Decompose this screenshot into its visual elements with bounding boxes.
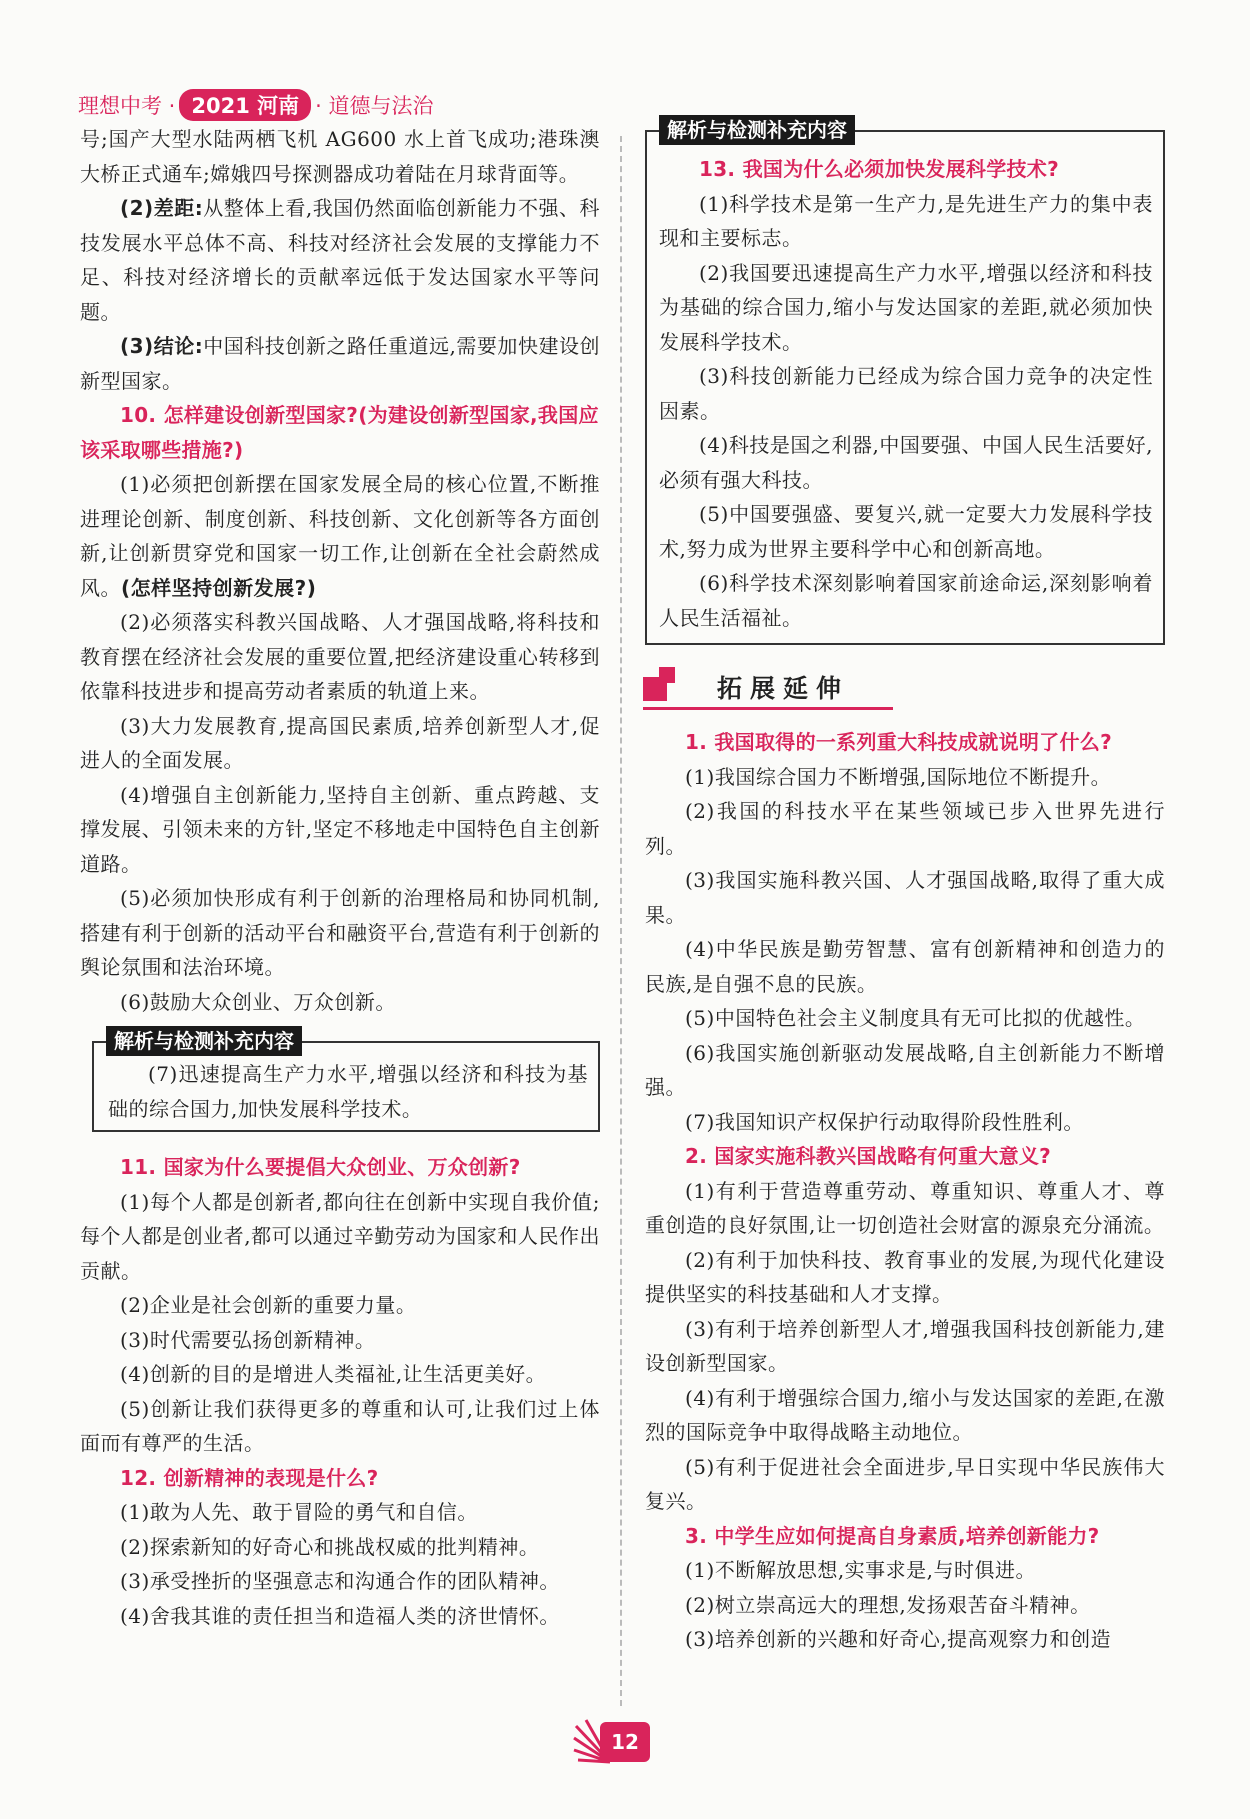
question-heading: 2. 国家实施科教兴国战略有何重大意义? <box>685 1144 1052 1168</box>
answer-item: (3)承受挫折的坚强意志和沟通合作的团队精神。 <box>120 1569 560 1593</box>
answer-item: (2)有利于加快科技、教育事业的发展,为现代化建设提供坚实的科技基础和人才支撑。 <box>645 1247 1165 1306</box>
answer-item: (3)时代需要弘扬创新精神。 <box>120 1327 376 1352</box>
answer-item: (3)科技创新能力已经成为综合国力竞争的决定性因素。 <box>659 364 1153 423</box>
paragraph-text: 中国科技创新之路任重道远,需要加快建设创新型国家。 <box>80 334 601 393</box>
answer-item: (5)创新让我们获得更多的尊重和认可,让我们过上体面而有尊严的生活。 <box>80 1396 600 1455</box>
answer-item: (5)中国特色社会主义制度具有无可比拟的优越性。 <box>685 1006 1146 1030</box>
page-number: 12 <box>600 1722 650 1762</box>
answer-item: (2)必须落实科教兴国战略、人才强国战略,将科技和教育摆在经济社会发展的重要位置,把经济建设重心转移到依靠科技进步和提高劳动者素质的轨道上来。 <box>80 610 600 703</box>
supplement-text: (7)迅速提高生产力水平,增强以经济和科技为基础的综合国力,加快发展科学技术。 <box>108 1062 588 1121</box>
question-heading: 1. 我国取得的一系列重大科技成就说明了什么? <box>685 730 1112 754</box>
keyword: (2)差距: <box>120 196 204 220</box>
answer-item: (4)中华民族是勤劳智慧、富有创新精神和创造力的民族,是自强不息的民族。 <box>645 937 1165 996</box>
supplement-box-title: 解析与检测补充内容 <box>659 115 855 145</box>
answer-item: (7)我国知识产权保护行动取得阶段性胜利。 <box>685 1109 1084 1134</box>
section-heading <box>643 667 1165 711</box>
inline-question: (怎样坚持创新发展?) <box>121 575 317 600</box>
answer-item: (4)科技是国之利器,中国要强、中国人民生活要好,必须有强大科技。 <box>659 433 1153 492</box>
section-marker-icon <box>659 667 675 683</box>
answer-item: (2)企业是社会创新的重要力量。 <box>120 1293 417 1317</box>
question-heading: 12. 创新精神的表现是什么? <box>120 1465 379 1490</box>
answer-item: (6)我国实施创新驱动发展战略,自主创新能力不断增强。 <box>645 1040 1165 1099</box>
answer-item: (2)树立崇高远大的理想,发扬艰苦奋斗精神。 <box>685 1592 1091 1617</box>
paragraph <box>80 329 600 398</box>
answer-item: (3)培养创新的兴趣和好奇心,提高观察力和创造 <box>685 1627 1112 1651</box>
answer-item: (2)探索新知的好奇心和挑战权威的批判精神。 <box>120 1534 540 1559</box>
answer-item: (3)我国实施科教兴国、人才强国战略,取得了重大成果。 <box>645 868 1165 927</box>
answer-item: (5)有利于促进社会全面进步,早日实现中华民族伟大复兴。 <box>645 1454 1165 1513</box>
answer-item: (1)我国综合国力不断增强,国际地位不断提升。 <box>685 764 1112 789</box>
answer-item: (1)不断解放思想,实事求是,与时俱进。 <box>685 1558 1037 1582</box>
answer-item: (1)敢为人先、敢于冒险的勇气和自信。 <box>120 1500 478 1524</box>
answer-item: (6)鼓励大众创业、万众创新。 <box>120 989 396 1014</box>
question-heading: 10. 怎样建设创新型国家?(为建设创新型国家,我国应该采取哪些措施?) <box>80 403 599 462</box>
answer-item: (2)我国的科技水平在某些领域已步入世界先进行列。 <box>645 799 1165 858</box>
answer-item: (1)有利于营造尊重劳动、尊重知识、尊重人才、尊重创造的良好氛围,让一切创造社会财富的源泉充分涌流。 <box>645 1178 1165 1237</box>
keyword: (3)结论: <box>120 334 204 358</box>
column-divider <box>620 136 622 1706</box>
right-column <box>645 118 1165 1657</box>
answer-item: (3)大力发展教育,提高国民素质,培养创新型人才,促进人的全面发展。 <box>80 713 600 772</box>
header-edition-badge: 2021 河南 <box>179 89 311 121</box>
header-subject: · 道德与法治 <box>315 94 434 118</box>
supplement-box-title: 解析与检测补充内容 <box>106 1026 302 1056</box>
answer-item <box>80 467 600 605</box>
answer-item: (3)有利于培养创新型人才,增强我国科技创新能力,建设创新型国家。 <box>645 1316 1165 1375</box>
section-title: 拓展延伸 <box>717 674 850 703</box>
section-underline <box>643 707 893 710</box>
answer-item: (2)我国要迅速提高生产力水平,增强以经济和科技为基础的综合国力,缩小与发达国家的差距,就必须加快发展科学技术。 <box>659 260 1153 354</box>
question-heading: 3. 中学生应如何提高自身素质,培养创新能力? <box>685 1523 1100 1548</box>
left-column <box>80 122 600 1633</box>
answer-item: (4)舍我其谁的责任担当和造福人类的济世情怀。 <box>120 1603 560 1628</box>
answer-item: (4)增强自主创新能力,坚持自主创新、重点跨越、支撑发展、引领未来的方针,坚定不移地走中国特色自主创新道路。 <box>80 782 600 876</box>
answer-item: (5)必须加快形成有利于创新的治理格局和协同机制,搭建有利于创新的活动平台和融资平台,营造有利于创新的舆论氛围和法治环境。 <box>80 886 600 979</box>
paragraph: 号;国产大型水陆两栖飞机 AG600 水上首飞成功;港珠澳大桥正式通车;嫦娥四号探测器成功着陆在月球背面等。 <box>80 127 600 186</box>
header-series: 理想中考 · <box>78 94 176 118</box>
answer-item: (6)科学技术深刻影响着国家前途命运,深刻影响着人民生活福祉。 <box>659 571 1153 630</box>
supplement-box <box>645 118 1165 645</box>
answer-item: (4)有利于增强综合国力,缩小与发达国家的差距,在激烈的国际竞争中取得战略主动地位。 <box>645 1385 1165 1444</box>
answer-text: (1)必须把创新摆在国家发展全局的核心位置,不断推进理论创新、制度创新、科技创新、文化创新等各方面创新,让创新贯穿党和国家一切工作,让创新在全社会蔚然成风。 <box>80 472 600 600</box>
paragraph <box>80 191 600 329</box>
answer-item: (5)中国要强盛、要复兴,就一定要大力发展科学技术,努力成为世界主要科学中心和创新高地。 <box>659 502 1153 561</box>
paragraph-text: 从整体上看,我国仍然面临创新能力不强、科技发展水平总体不高、科技对经济社会发展的支撑能力不足、科技对经济增长的贡献率远低于发达国家水平等问题。 <box>80 196 601 324</box>
answer-item: (1)科学技术是第一生产力,是先进生产力的集中表现和主要标志。 <box>659 191 1153 250</box>
answer-item: (4)创新的目的是增进人类福祉,让生活更美好。 <box>120 1362 547 1386</box>
answer-item: (1)每个人都是创新者,都向往在创新中实现自我价值;每个人都是创业者,都可以通过辛勤劳动为国家和人民作出贡献。 <box>80 1189 600 1283</box>
running-header <box>78 90 433 120</box>
question-heading: 11. 国家为什么要提倡大众创业、万众创新? <box>120 1155 521 1179</box>
question-heading: 13. 我国为什么必须加快发展科学技术? <box>699 157 1059 181</box>
supplement-box <box>92 1029 600 1132</box>
